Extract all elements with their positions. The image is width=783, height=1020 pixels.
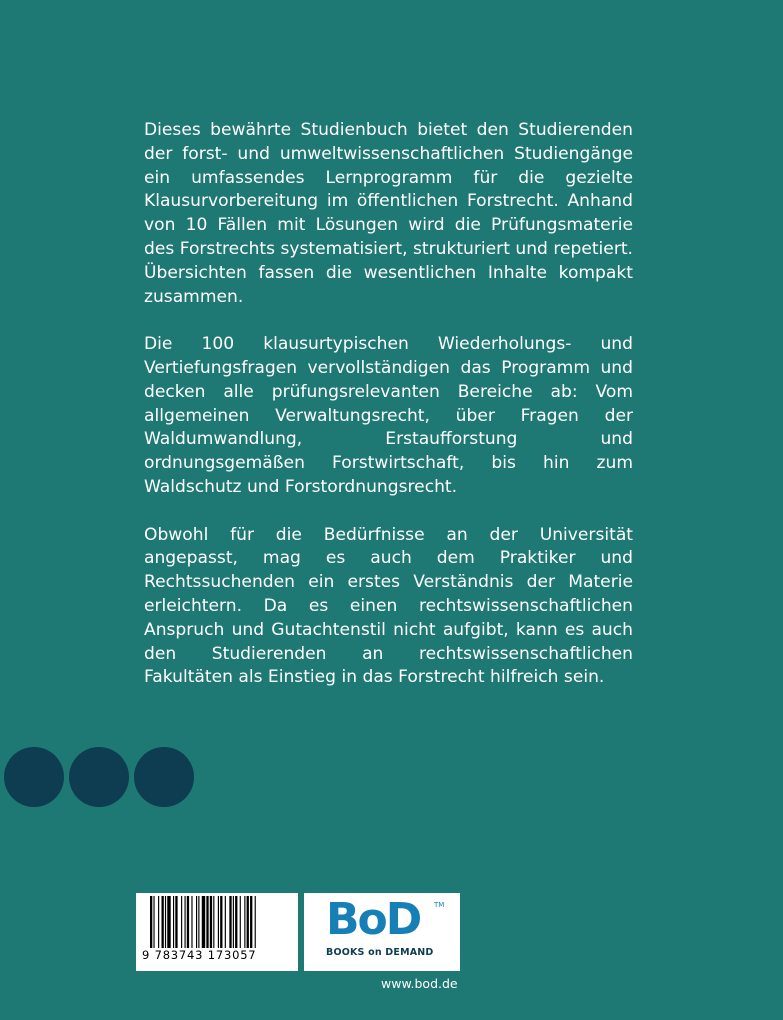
barcode-bar [167,896,170,948]
barcode-bar [181,896,182,948]
barcode-bar [240,896,241,948]
barcode-bar [175,896,177,948]
barcode-bar [213,896,214,948]
barcode-bar [206,896,208,948]
barcode-bar [158,896,159,948]
barcode-bar [202,896,205,948]
barcode-bar [255,896,256,948]
publisher-tagline: BOOKS on DEMAND [326,947,434,958]
blurb-paragraph-1: Dieses bewährte Studienbuch bietet den Studierenden der forst- und umweltwissenschaftlichen Studiengänge ein umfassendes Lernprogramm für die gezielte Klausurvorbereitung im öffentlichen Forstrecht. Anhand von 10 Fällen mit Lösungen wird die Prüfungsmaterie des Forstrechts systematisiert, strukturiert und repetiert. Übersichten fassen die wesentlichen Inhalte kompakt zusammen. [144,120,633,307]
back-cover-blurb [144,119,633,714]
isbn-barcode [136,893,298,971]
barcode-bar [198,896,199,948]
isbn-number: 9 783743 173057 [142,948,257,962]
barcode-bar [150,896,152,948]
publisher-logo [304,893,460,971]
barcode-bars [150,896,284,948]
publisher-url[interactable]: www.bod.de [381,976,458,991]
barcode-bar [153,896,154,948]
barcode-bar [225,896,226,948]
barcode-bar [187,896,189,948]
bod-logo-text: BoD [326,894,421,945]
barcode-bar [235,896,237,948]
barcode-bar [247,896,249,948]
barcode-bar [196,896,197,948]
barcode-bar [220,896,222,948]
barcode-bar [173,896,174,948]
barcode-bar [185,896,186,948]
barcode-bar [162,896,164,948]
barcode-bar [233,896,234,948]
decorative-dot-2 [69,747,129,807]
barcode-bar [250,896,252,948]
barcode-bar [218,896,219,948]
barcode-bar [244,896,245,948]
blurb-paragraph-2: Die 100 klausurtypischen Wiederholungs- und Vertiefungsfragen vervollständigen das Programm und decken alle prüfungsrelevanten Bereiche ab: Vom allgemeinen Verwaltungsrecht, über Fragen der Waldumwandlung, Erstaufforstung und ordnungsgemäßen Forstwirtschaft, bis hin zum Waldschutz und Forstordnungsrecht. [144,334,633,497]
trademark-mark: TM [434,901,445,909]
decorative-dot-1 [4,747,64,807]
barcode-bar [165,896,166,948]
decorative-dot-3 [134,747,194,807]
barcode-bar [229,896,231,948]
barcode-bar [191,896,192,948]
barcode-bar [210,896,212,948]
blurb-paragraph-3: Obwohl für die Bedürfnisse an der Universität angepasst, mag es auch dem Praktiker und Rechtssuchenden ein erstes Verständnis der Materie erleichtern. Da es einen rechtswissenschaftlichen Anspruch und Gutachtenstil nicht aufgibt, kann es auch den Studierenden an rechtswissenschaftlichen Fakultäten als Einstieg in das Forstrecht hilfreich sein. [144,524,633,688]
